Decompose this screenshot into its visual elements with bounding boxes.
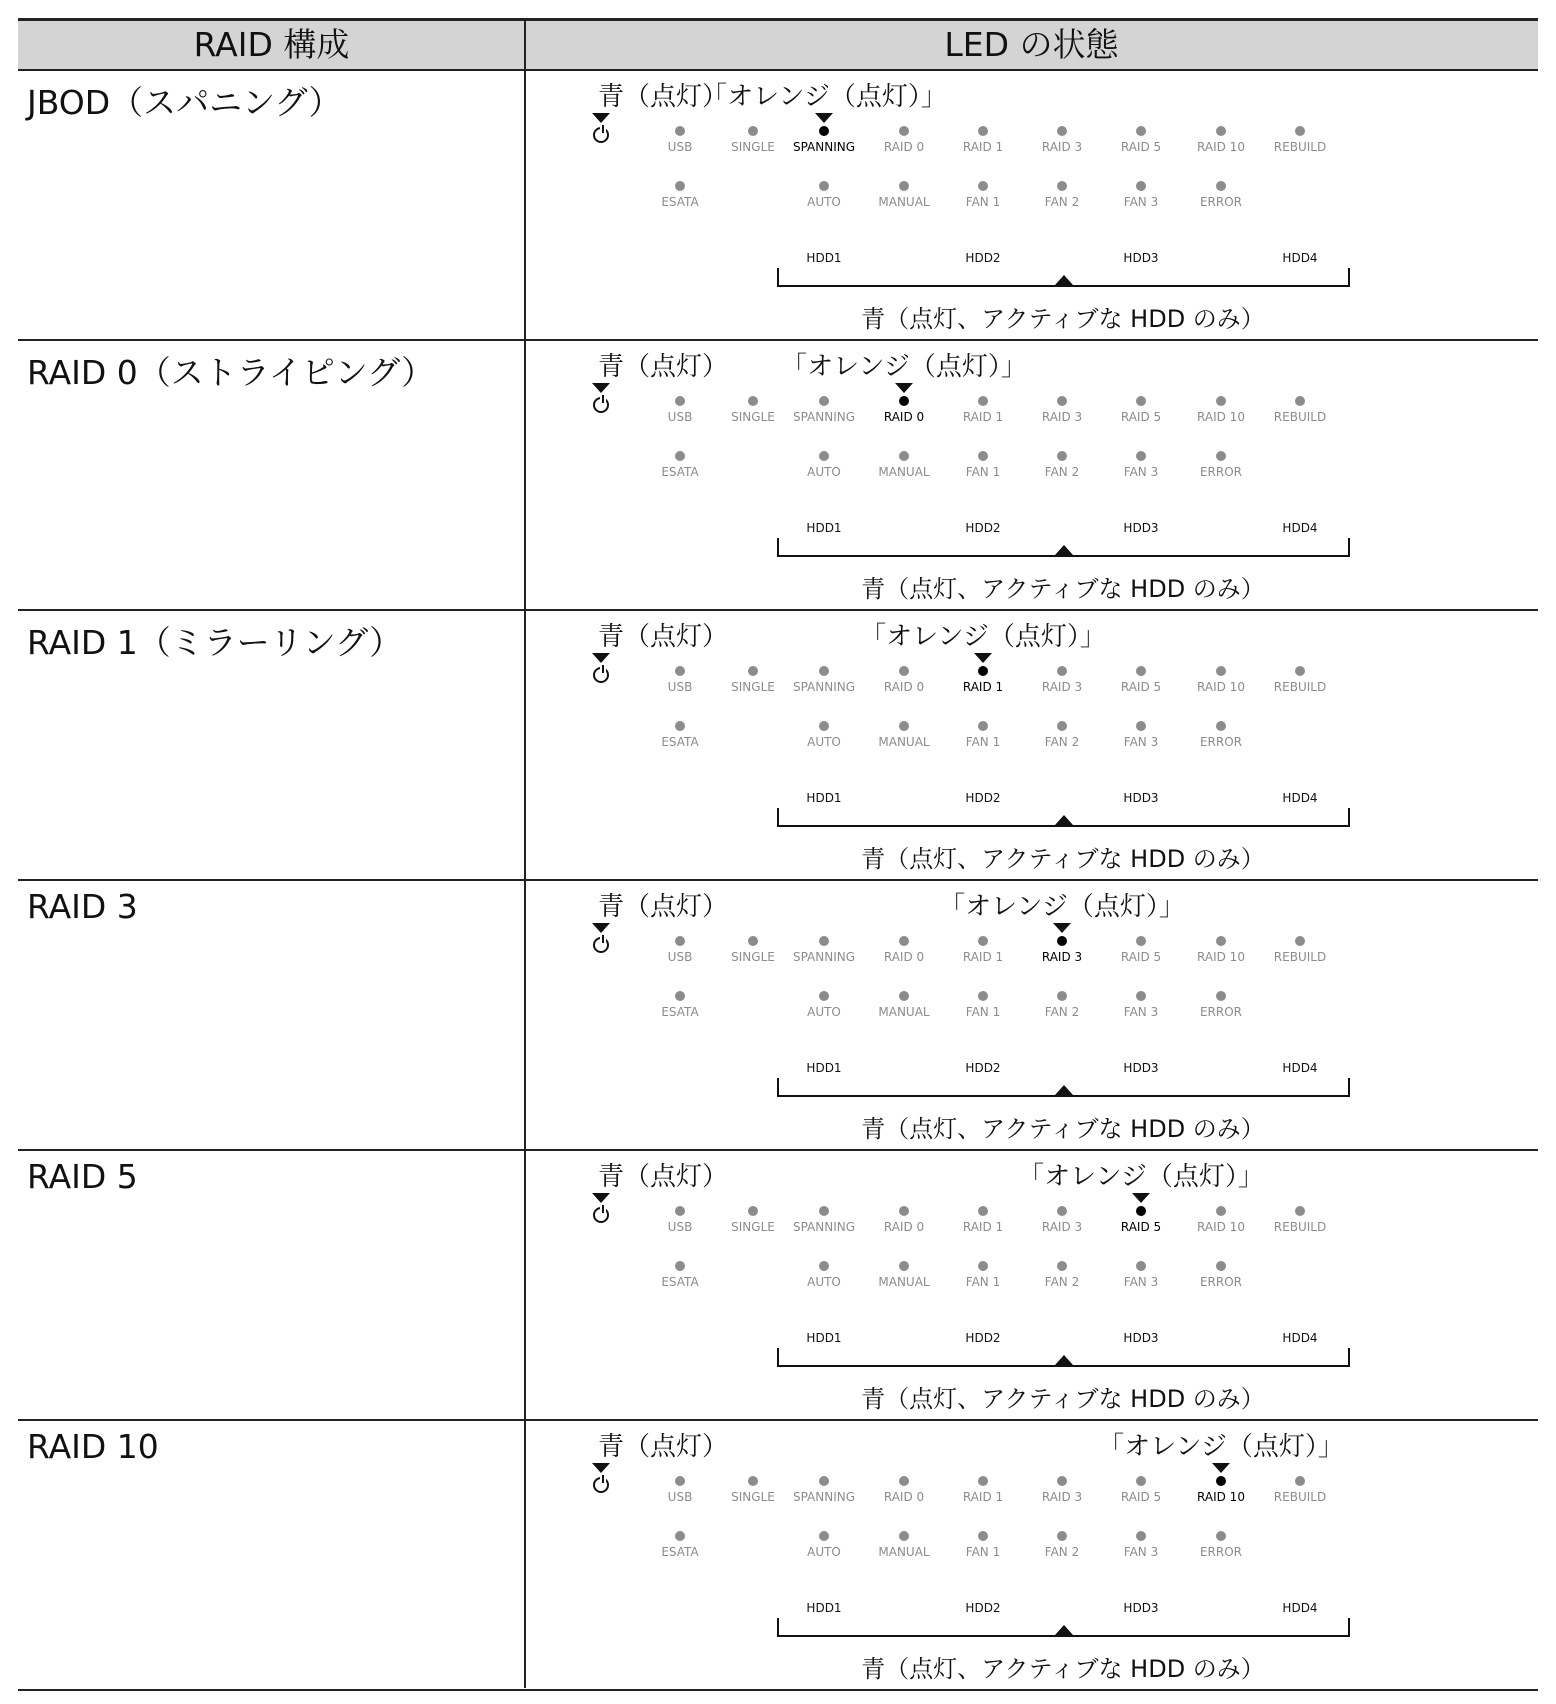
led-label: FAN 2 — [1044, 735, 1080, 749]
led-label: RAID 0 — [883, 1490, 925, 1504]
led-label: ERROR — [1199, 465, 1243, 479]
led-dot — [1295, 126, 1305, 136]
led-dot — [819, 1476, 829, 1486]
hdd-label: HDD3 — [1123, 1061, 1159, 1075]
led-label: AUTO — [807, 1275, 841, 1289]
led-dot — [978, 1531, 988, 1541]
led-dot — [899, 936, 909, 946]
led-dot — [819, 181, 829, 191]
led-dot — [1057, 396, 1067, 406]
power-led-status-label: 青（点灯） — [598, 1432, 729, 1462]
led-label: ESATA — [661, 1005, 699, 1019]
led-dot — [1057, 1476, 1067, 1486]
hdd-label: HDD1 — [806, 1331, 842, 1345]
led-dot — [899, 451, 909, 461]
led-label: RAID 1 — [962, 410, 1004, 424]
led-label: RAID 5 — [1120, 410, 1162, 424]
led-label: RAID 3 — [1041, 1220, 1083, 1234]
led-dot — [748, 936, 758, 946]
led-label: ERROR — [1199, 195, 1243, 209]
led-label: MANUAL — [878, 465, 930, 479]
hdd-label: HDD4 — [1282, 521, 1318, 535]
led-label: MANUAL — [878, 1005, 930, 1019]
raid-config-label: RAID 3 — [27, 887, 138, 926]
led-dot — [1057, 1261, 1067, 1271]
led-label: RAID 10 — [1197, 1220, 1245, 1234]
led-label: SINGLE — [731, 680, 775, 694]
pointer-up-icon — [1055, 275, 1073, 285]
led-dot — [899, 1206, 909, 1216]
pointer-down-icon — [815, 113, 833, 123]
led-dot — [978, 396, 988, 406]
led-label: AUTO — [807, 1005, 841, 1019]
power-icon — [593, 397, 609, 413]
led-label: REBUILD — [1273, 680, 1327, 694]
led-label: RAID 10 — [1197, 410, 1245, 424]
led-label: RAID 3 — [1041, 680, 1083, 694]
led-label: FAN 1 — [965, 195, 1001, 209]
header-raid-config: RAID 構成 — [193, 25, 350, 64]
hdd-label: HDD2 — [965, 251, 1001, 265]
pointer-up-icon — [1055, 1085, 1073, 1095]
table-row — [18, 611, 1538, 881]
pointer-up-icon — [1055, 1625, 1073, 1635]
led-label: FAN 2 — [1044, 1005, 1080, 1019]
led-label: USB — [667, 950, 693, 964]
power-led-status-label: 青（点灯） — [598, 352, 729, 382]
led-label: RAID 1 — [962, 1220, 1004, 1234]
led-dot — [978, 1261, 988, 1271]
led-label: FAN 3 — [1123, 195, 1159, 209]
power-icon — [593, 937, 609, 953]
orange-led-status-label: 「オレンジ（点灯）」 — [860, 622, 1106, 652]
led-label: RAID 0 — [883, 140, 925, 154]
table-row — [18, 1421, 1538, 1691]
led-dot — [978, 991, 988, 1001]
led-label: RAID 5 — [1120, 140, 1162, 154]
led-dot — [978, 126, 988, 136]
led-label: RAID 0 — [883, 1220, 925, 1234]
led-dot — [1216, 396, 1226, 406]
led-label: MANUAL — [878, 195, 930, 209]
hdd-label: HDD1 — [806, 791, 842, 805]
led-label: FAN 2 — [1044, 465, 1080, 479]
led-dot — [1216, 1476, 1226, 1486]
led-label: RAID 5 — [1120, 950, 1162, 964]
led-label: ESATA — [661, 1275, 699, 1289]
led-label: ESATA — [661, 195, 699, 209]
led-label: RAID 5 — [1120, 680, 1162, 694]
hdd-label: HDD1 — [806, 1061, 842, 1075]
led-dot — [899, 1261, 909, 1271]
hdd-led-status-label: 青（点灯、アクティブな HDD のみ） — [861, 305, 1265, 333]
led-dot — [1136, 1206, 1146, 1216]
led-dot — [1216, 1206, 1226, 1216]
led-label: RAID 3 — [1041, 1490, 1083, 1504]
led-dot — [819, 991, 829, 1001]
led-dot — [1295, 1206, 1305, 1216]
led-label: ERROR — [1199, 735, 1243, 749]
led-dot — [675, 181, 685, 191]
hdd-label: HDD2 — [965, 791, 1001, 805]
pointer-up-icon — [1055, 815, 1073, 825]
led-label: SPANNING — [792, 680, 856, 694]
led-dot — [1136, 1531, 1146, 1541]
led-dot — [1057, 1531, 1067, 1541]
led-dot — [1136, 1261, 1146, 1271]
led-dot — [819, 936, 829, 946]
hdd-label: HDD3 — [1123, 521, 1159, 535]
led-label: FAN 1 — [965, 465, 1001, 479]
hdd-led-status-label: 青（点灯、アクティブな HDD のみ） — [861, 845, 1265, 873]
led-label: RAID 1 — [962, 680, 1004, 694]
led-label: RAID 3 — [1041, 410, 1083, 424]
led-dot — [1136, 721, 1146, 731]
column-divider — [524, 18, 526, 1688]
led-dot — [1136, 451, 1146, 461]
led-label: MANUAL — [878, 1275, 930, 1289]
led-dot — [899, 126, 909, 136]
led-label: RAID 1 — [962, 950, 1004, 964]
led-label: ERROR — [1199, 1275, 1243, 1289]
led-label: REBUILD — [1273, 1490, 1327, 1504]
led-label: ERROR — [1199, 1005, 1243, 1019]
led-dot — [1057, 451, 1067, 461]
led-dot — [1295, 396, 1305, 406]
led-dot — [819, 666, 829, 676]
led-label: FAN 1 — [965, 735, 1001, 749]
power-icon — [593, 667, 609, 683]
orange-led-status-label: 「オレンジ（点灯）」 — [781, 352, 1027, 382]
led-label: RAID 0 — [883, 950, 925, 964]
orange-led-status-label: 「オレンジ（点灯）」 — [1018, 1162, 1264, 1192]
led-dot — [1216, 721, 1226, 731]
led-dot — [978, 451, 988, 461]
led-dot — [1136, 936, 1146, 946]
led-dot — [899, 721, 909, 731]
pointer-up-icon — [1055, 545, 1073, 555]
led-label: FAN 2 — [1044, 1275, 1080, 1289]
hdd-label: HDD3 — [1123, 1601, 1159, 1615]
led-dot — [1057, 1206, 1067, 1216]
led-dot — [1216, 936, 1226, 946]
led-label: REBUILD — [1273, 140, 1327, 154]
led-dot — [675, 1206, 685, 1216]
led-dot — [1216, 991, 1226, 1001]
led-dot — [899, 396, 909, 406]
raid-config-label: RAID 1（ミラーリング） — [27, 623, 403, 662]
led-label: RAID 10 — [1197, 1490, 1245, 1504]
led-label: USB — [667, 140, 693, 154]
led-label: REBUILD — [1273, 410, 1327, 424]
led-label: SPANNING — [792, 950, 856, 964]
header-led-state: LED の状態 — [944, 25, 1119, 64]
led-dot — [1057, 721, 1067, 731]
led-dot — [675, 721, 685, 731]
led-dot — [748, 1476, 758, 1486]
led-label: RAID 1 — [962, 140, 1004, 154]
raid-config-label: RAID 5 — [27, 1157, 138, 1196]
led-dot — [1216, 1261, 1226, 1271]
led-label: ESATA — [661, 735, 699, 749]
pointer-down-icon — [592, 113, 610, 123]
hdd-label: HDD2 — [965, 521, 1001, 535]
led-label: SPANNING — [792, 1220, 856, 1234]
led-dot — [978, 1476, 988, 1486]
led-label: ERROR — [1199, 1545, 1243, 1559]
led-label: ESATA — [661, 1545, 699, 1559]
led-label: RAID 5 — [1120, 1220, 1162, 1234]
led-dot — [819, 1261, 829, 1271]
led-label: SINGLE — [731, 1490, 775, 1504]
table-row — [18, 881, 1538, 1151]
led-dot — [978, 1206, 988, 1216]
led-dot — [1136, 126, 1146, 136]
led-dot — [1295, 1476, 1305, 1486]
table-header — [18, 18, 1538, 71]
raid-config-label: RAID 10 — [27, 1427, 159, 1466]
led-dot — [1216, 126, 1226, 136]
led-label: SINGLE — [731, 1220, 775, 1234]
power-icon — [593, 127, 609, 143]
led-label: SINGLE — [731, 950, 775, 964]
led-dot — [819, 1531, 829, 1541]
led-label: AUTO — [807, 1545, 841, 1559]
led-dot — [819, 396, 829, 406]
led-label: FAN 1 — [965, 1545, 1001, 1559]
led-label: FAN 3 — [1123, 1275, 1159, 1289]
hdd-label: HDD3 — [1123, 1331, 1159, 1345]
hdd-led-status-label: 青（点灯、アクティブな HDD のみ） — [861, 1655, 1265, 1683]
led-label: SPANNING — [792, 410, 856, 424]
led-label: RAID 3 — [1041, 950, 1083, 964]
led-dot — [1136, 666, 1146, 676]
orange-led-status-label: 「オレンジ（点灯）」 — [939, 892, 1185, 922]
raid-config-label: RAID 0（ストライピング） — [27, 353, 435, 392]
led-dot — [675, 1476, 685, 1486]
table-row — [18, 71, 1538, 341]
pointer-down-icon — [592, 653, 610, 663]
hdd-label: HDD4 — [1282, 1061, 1318, 1075]
orange-led-status-label: 「オレンジ（点灯）」 — [1098, 1432, 1344, 1462]
hdd-label: HDD4 — [1282, 791, 1318, 805]
led-dot — [748, 1206, 758, 1216]
hdd-led-status-label: 青（点灯、アクティブな HDD のみ） — [861, 575, 1265, 603]
led-label: RAID 3 — [1041, 140, 1083, 154]
hdd-label: HDD4 — [1282, 1331, 1318, 1345]
led-label: FAN 3 — [1123, 1545, 1159, 1559]
pointer-down-icon — [1053, 923, 1071, 933]
led-dot — [899, 991, 909, 1001]
hdd-led-status-label: 青（点灯、アクティブな HDD のみ） — [861, 1385, 1265, 1413]
led-dot — [1057, 991, 1067, 1001]
led-label: FAN 2 — [1044, 1545, 1080, 1559]
led-dot — [1136, 181, 1146, 191]
led-dot — [1216, 451, 1226, 461]
hdd-label: HDD4 — [1282, 251, 1318, 265]
led-label: RAID 5 — [1120, 1490, 1162, 1504]
led-dot — [1057, 666, 1067, 676]
led-dot — [1136, 396, 1146, 406]
led-dot — [1057, 936, 1067, 946]
led-dot — [899, 181, 909, 191]
led-dot — [675, 991, 685, 1001]
led-dot — [819, 126, 829, 136]
power-led-status-label: 青（点灯） — [598, 622, 729, 652]
led-dot — [1057, 126, 1067, 136]
led-label: AUTO — [807, 195, 841, 209]
led-label: RAID 10 — [1197, 680, 1245, 694]
hdd-led-status-label: 青（点灯、アクティブな HDD のみ） — [861, 1115, 1265, 1143]
pointer-down-icon — [974, 653, 992, 663]
led-label: USB — [667, 680, 693, 694]
power-led-status-label: 青（点灯） — [598, 82, 729, 112]
led-dot — [675, 936, 685, 946]
table-row — [18, 1151, 1538, 1421]
pointer-down-icon — [592, 383, 610, 393]
led-dot — [819, 451, 829, 461]
led-label: FAN 2 — [1044, 195, 1080, 209]
led-dot — [748, 396, 758, 406]
led-dot — [899, 1531, 909, 1541]
led-label: SPANNING — [792, 140, 856, 154]
led-label: REBUILD — [1273, 1220, 1327, 1234]
led-dot — [675, 1261, 685, 1271]
hdd-label: HDD1 — [806, 1601, 842, 1615]
led-dot — [748, 126, 758, 136]
led-dot — [1216, 1531, 1226, 1541]
led-dot — [819, 1206, 829, 1216]
hdd-label: HDD2 — [965, 1331, 1001, 1345]
led-label: FAN 1 — [965, 1005, 1001, 1019]
led-label: USB — [667, 1490, 693, 1504]
pointer-down-icon — [895, 383, 913, 393]
led-dot — [675, 666, 685, 676]
pointer-up-icon — [1055, 1355, 1073, 1365]
led-label: FAN 3 — [1123, 1005, 1159, 1019]
led-label: RAID 0 — [883, 680, 925, 694]
hdd-label: HDD2 — [965, 1601, 1001, 1615]
led-dot — [1216, 181, 1226, 191]
led-label: RAID 1 — [962, 1490, 1004, 1504]
led-dot — [748, 666, 758, 676]
led-dot — [1295, 666, 1305, 676]
led-label: FAN 3 — [1123, 735, 1159, 749]
led-dot — [1057, 181, 1067, 191]
orange-led-status-label: 「オレンジ（点灯）」 — [701, 82, 947, 112]
led-label: FAN 1 — [965, 1275, 1001, 1289]
table-row — [18, 341, 1538, 611]
led-dot — [819, 721, 829, 731]
led-dot — [978, 666, 988, 676]
power-icon — [593, 1477, 609, 1493]
led-dot — [978, 181, 988, 191]
led-label: SINGLE — [731, 410, 775, 424]
led-dot — [899, 666, 909, 676]
led-label: REBUILD — [1273, 950, 1327, 964]
led-label: USB — [667, 410, 693, 424]
led-dot — [675, 451, 685, 461]
hdd-label: HDD3 — [1123, 251, 1159, 265]
led-dot — [675, 126, 685, 136]
hdd-label: HDD3 — [1123, 791, 1159, 805]
pointer-down-icon — [592, 923, 610, 933]
led-dot — [1295, 936, 1305, 946]
led-dot — [899, 1476, 909, 1486]
led-dot — [1136, 1476, 1146, 1486]
led-label: MANUAL — [878, 1545, 930, 1559]
led-label: RAID 0 — [883, 410, 925, 424]
led-label: MANUAL — [878, 735, 930, 749]
led-label: SPANNING — [792, 1490, 856, 1504]
hdd-label: HDD4 — [1282, 1601, 1318, 1615]
pointer-down-icon — [1132, 1193, 1150, 1203]
pointer-down-icon — [1212, 1463, 1230, 1473]
led-label: AUTO — [807, 465, 841, 479]
led-label: USB — [667, 1220, 693, 1234]
led-dot — [978, 936, 988, 946]
raid-config-label: JBOD（スパニング） — [27, 83, 342, 122]
led-label: FAN 3 — [1123, 465, 1159, 479]
led-dot — [675, 396, 685, 406]
power-led-status-label: 青（点灯） — [598, 892, 729, 922]
led-label: SINGLE — [731, 140, 775, 154]
led-label: ESATA — [661, 465, 699, 479]
pointer-down-icon — [592, 1193, 610, 1203]
led-label: AUTO — [807, 735, 841, 749]
led-dot — [978, 721, 988, 731]
hdd-label: HDD1 — [806, 251, 842, 265]
pointer-down-icon — [592, 1463, 610, 1473]
hdd-label: HDD1 — [806, 521, 842, 535]
led-dot — [675, 1531, 685, 1541]
power-icon — [593, 1207, 609, 1223]
led-dot — [1136, 991, 1146, 1001]
hdd-label: HDD2 — [965, 1061, 1001, 1075]
led-label: RAID 10 — [1197, 140, 1245, 154]
led-label: RAID 10 — [1197, 950, 1245, 964]
power-led-status-label: 青（点灯） — [598, 1162, 729, 1192]
led-dot — [1216, 666, 1226, 676]
